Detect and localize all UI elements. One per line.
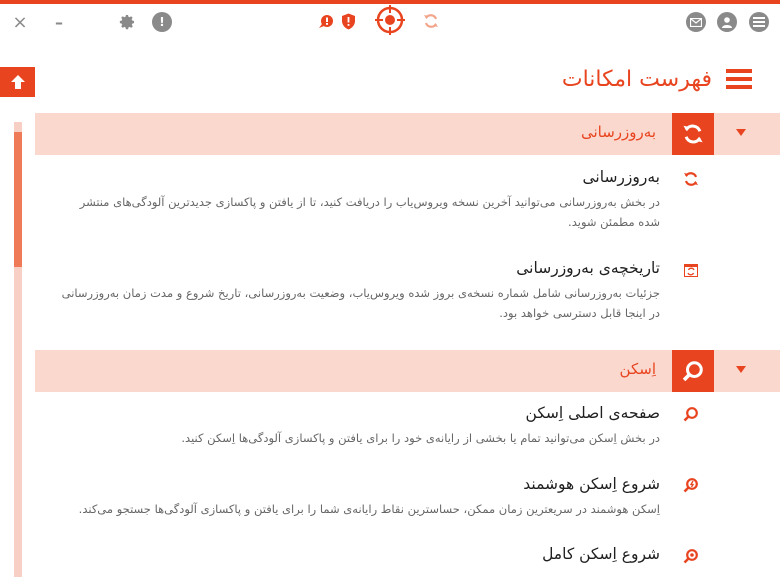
gear-icon[interactable] bbox=[117, 12, 137, 32]
calendar-sync-icon bbox=[682, 261, 700, 279]
sync-icon bbox=[682, 170, 700, 188]
smart-scan-icon bbox=[682, 476, 700, 494]
page-title: فهرست امکانات bbox=[561, 66, 712, 92]
scrollbar[interactable] bbox=[14, 122, 22, 577]
item-title[interactable]: صفحه‌ی اصلی اِسکن bbox=[525, 404, 660, 422]
collapse-caret-icon[interactable] bbox=[736, 366, 746, 373]
list-item[interactable] bbox=[60, 259, 660, 323]
list-item[interactable] bbox=[60, 168, 660, 232]
close-icon[interactable]: × bbox=[12, 11, 28, 33]
shield-alert-icon[interactable] bbox=[340, 12, 356, 30]
section-header-scan[interactable] bbox=[35, 350, 780, 392]
scrollbar-thumb[interactable] bbox=[14, 132, 22, 267]
crosshair-icon[interactable] bbox=[374, 4, 406, 36]
list-item[interactable] bbox=[60, 475, 660, 519]
full-scan-icon bbox=[682, 547, 700, 565]
item-title[interactable]: شروع اِسکن کامل bbox=[542, 545, 660, 563]
item-description: در بخش به‌روزرسانی می‌توانید آخرین نسخه ویروس‌یاب را دریافت کنید، تا از یافتن و پاکسازی جدیدترین آلودگی‌های منتشر شده مطمئن شوید. bbox=[79, 195, 660, 229]
list-item[interactable] bbox=[60, 404, 660, 448]
page-header bbox=[562, 62, 752, 96]
section-label: به‌روزرسانی bbox=[580, 123, 656, 141]
update-section-icon bbox=[672, 113, 714, 155]
item-description: اِسکن هوشمند در سریعترین زمان ممکن، حساسترین نقاط رایانه‌ی شما را برای یافتن و پاکسازی آلودگی‌ها جستجو می‌کند. bbox=[78, 502, 660, 516]
collapse-caret-icon[interactable] bbox=[736, 129, 746, 136]
item-description: در بخش اِسکن می‌توانید تمام یا بخشی از رایانه‌ی خود را برای یافتن و پاکسازی آلودگی‌ها اِسکن کنید. bbox=[181, 431, 660, 445]
minimize-icon[interactable]: – bbox=[55, 12, 63, 32]
menu-icon[interactable] bbox=[749, 12, 769, 32]
item-title[interactable]: به‌روزرسانی bbox=[582, 168, 660, 186]
info-icon[interactable]: ! bbox=[152, 12, 172, 32]
item-title[interactable]: تاریخچه‌ی به‌روزرسانی bbox=[516, 259, 660, 277]
section-label: اِسکن bbox=[619, 360, 656, 378]
item-description: جزئیات به‌روزرسانی شامل شماره نسخه‌ی بروز شده ویروس‌یاب، وضعیت به‌روزرسانی، تاریخ شروع و مدت زمان به‌روزرسانی در اینجا قابل دسترسی خواهد بود. bbox=[61, 286, 660, 320]
item-title[interactable]: شروع اِسکن هوشمند bbox=[523, 475, 660, 493]
user-icon[interactable] bbox=[717, 12, 737, 32]
sync-icon[interactable] bbox=[422, 12, 440, 30]
alert-badge-icon[interactable] bbox=[318, 13, 334, 31]
search-icon bbox=[682, 405, 700, 423]
hamburger-icon[interactable] bbox=[726, 68, 752, 90]
list-item[interactable] bbox=[60, 545, 660, 569]
scroll-top-button[interactable] bbox=[0, 67, 35, 97]
scan-section-icon bbox=[672, 350, 714, 392]
mail-icon[interactable] bbox=[686, 12, 706, 32]
section-header-update[interactable] bbox=[35, 113, 780, 155]
